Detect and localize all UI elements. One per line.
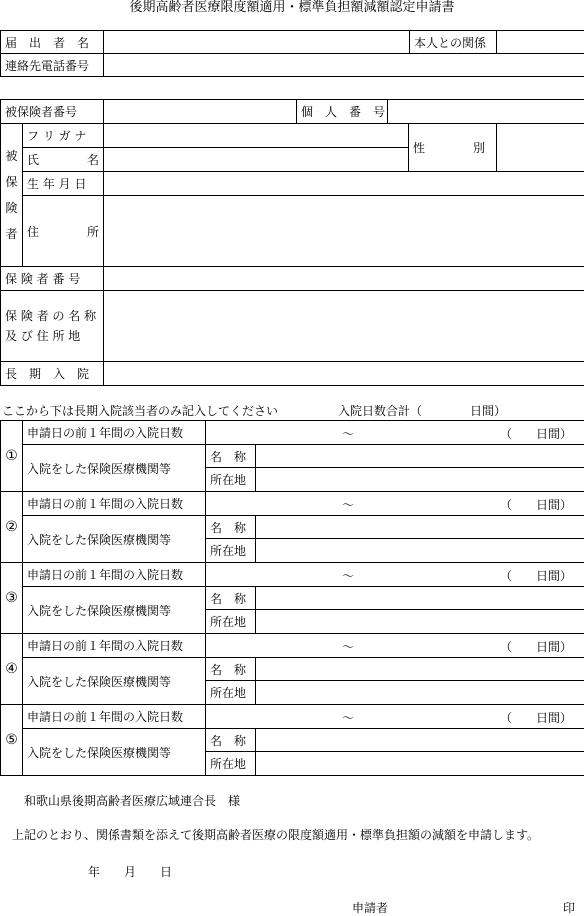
institution-name-label: 名 称 bbox=[206, 587, 256, 610]
relation-field[interactable] bbox=[497, 31, 584, 54]
hospital-row bbox=[1, 705, 584, 729]
institution-name-field[interactable] bbox=[256, 445, 584, 468]
institution-location-field[interactable] bbox=[256, 681, 584, 705]
insured-table bbox=[0, 99, 584, 386]
days-unit: （ 日間） bbox=[500, 638, 572, 655]
notifier-name-label: 届 出 者 名 bbox=[1, 31, 104, 54]
days-unit: （ 日間） bbox=[500, 425, 572, 442]
institution-label: 入院をした保険医療機関等 bbox=[23, 729, 206, 776]
date-line[interactable]: 年 月 日 bbox=[88, 863, 172, 880]
address-label: 住 所 bbox=[23, 196, 104, 267]
notifier-table bbox=[0, 30, 584, 77]
days-label: 申請日の前１年間の入院日数 bbox=[23, 634, 206, 658]
institution-label: 入院をした保険医療機関等 bbox=[23, 516, 206, 563]
personal-number-label: 個 人 番 号 bbox=[297, 100, 388, 124]
tilde: ～ bbox=[342, 425, 354, 442]
relation-label: 本人との関係 bbox=[410, 31, 497, 54]
statement: 上記のとおり、関係書類を添えて後期高齢者医療の限度額適用・標準負担額の減額を申請します。 bbox=[12, 826, 539, 843]
insurer-name-label: 保 険 者 の 名 称 及 び 住 所 地 bbox=[1, 291, 104, 362]
row-number: ① bbox=[1, 421, 23, 492]
notifier-name-field[interactable] bbox=[104, 31, 410, 54]
personal-number-field[interactable] bbox=[388, 100, 584, 124]
insured-number-label: 被保険者番号 bbox=[1, 100, 104, 124]
institution-location-label: 所在地 bbox=[206, 752, 256, 776]
applicant-label: 申請者 bbox=[352, 899, 388, 916]
form-title: 後期高齢者医療限度額適用・標準負担額減額認定申請書 bbox=[0, 0, 584, 16]
institution-name-label: 名 称 bbox=[206, 729, 256, 752]
days-label: 申請日の前１年間の入院日数 bbox=[23, 563, 206, 587]
dob-label: 生 年 月 日 bbox=[23, 172, 104, 196]
institution-name-field[interactable] bbox=[256, 658, 584, 681]
institution-location-label: 所在地 bbox=[206, 610, 256, 634]
days-unit: （ 日間） bbox=[500, 709, 572, 726]
insured-group-label: 被 保 険 者 bbox=[1, 124, 23, 267]
phone-label: 連絡先電話番号 bbox=[1, 54, 104, 77]
hospital-row bbox=[1, 634, 584, 658]
days-field[interactable] bbox=[206, 492, 584, 516]
row-number: ③ bbox=[1, 563, 23, 634]
total-days-label: 入院日数合計（ 日間） bbox=[338, 402, 506, 419]
sex-field[interactable] bbox=[497, 124, 584, 172]
institution-name-field[interactable] bbox=[256, 516, 584, 539]
address-field[interactable] bbox=[104, 196, 584, 267]
name-label: 氏 名 bbox=[23, 148, 104, 172]
institution-name-label: 名 称 bbox=[206, 516, 256, 539]
seal-label: 印 bbox=[563, 899, 575, 916]
tilde: ～ bbox=[342, 496, 354, 513]
institution-label: 入院をした保険医療機関等 bbox=[23, 658, 206, 705]
days-field[interactable] bbox=[206, 705, 584, 729]
section-note: ここから下は長期入院該当者のみ記入してください bbox=[2, 402, 278, 419]
sex-label: 性 別 bbox=[409, 124, 497, 172]
tilde: ～ bbox=[342, 567, 354, 584]
name-field[interactable] bbox=[104, 148, 409, 172]
institution-label: 入院をした保険医療機関等 bbox=[23, 587, 206, 634]
days-field[interactable] bbox=[206, 421, 584, 445]
phone-field[interactable] bbox=[104, 54, 584, 77]
days-unit: （ 日間） bbox=[500, 496, 572, 513]
days-label: 申請日の前１年間の入院日数 bbox=[23, 705, 206, 729]
hospital-table bbox=[0, 420, 584, 776]
row-number: ④ bbox=[1, 634, 23, 705]
institution-location-field[interactable] bbox=[256, 539, 584, 563]
institution-location-field[interactable] bbox=[256, 610, 584, 634]
insurer-number-field[interactable] bbox=[104, 267, 584, 291]
dob-field[interactable] bbox=[104, 172, 584, 196]
institution-name-field[interactable] bbox=[256, 729, 584, 752]
institution-name-label: 名 称 bbox=[206, 445, 256, 468]
hospital-row bbox=[1, 563, 584, 587]
long-stay-field[interactable] bbox=[104, 362, 584, 386]
row-number: ② bbox=[1, 492, 23, 563]
tilde: ～ bbox=[342, 709, 354, 726]
days-unit: （ 日間） bbox=[500, 567, 572, 584]
institution-location-label: 所在地 bbox=[206, 681, 256, 705]
institution-name-label: 名 称 bbox=[206, 658, 256, 681]
institution-label: 入院をした保険医療機関等 bbox=[23, 445, 206, 492]
days-field[interactable] bbox=[206, 634, 584, 658]
furigana-label: フ リ ガ ナ bbox=[23, 124, 104, 148]
institution-name-field[interactable] bbox=[256, 587, 584, 610]
tilde: ～ bbox=[342, 638, 354, 655]
institution-location-field[interactable] bbox=[256, 752, 584, 776]
row-number: ⑤ bbox=[1, 705, 23, 776]
hospital-row bbox=[1, 492, 584, 516]
days-label: 申請日の前１年間の入院日数 bbox=[23, 492, 206, 516]
insurer-number-label: 保 険 者 番 号 bbox=[1, 267, 104, 291]
institution-location-label: 所在地 bbox=[206, 468, 256, 492]
days-field[interactable] bbox=[206, 563, 584, 587]
hospital-row bbox=[1, 421, 584, 445]
insured-number-field[interactable] bbox=[104, 100, 297, 124]
addressee: 和歌山県後期高齢者医療広域連合長 様 bbox=[24, 792, 240, 809]
insurer-name-field[interactable] bbox=[104, 291, 584, 362]
institution-location-label: 所在地 bbox=[206, 539, 256, 563]
institution-location-field[interactable] bbox=[256, 468, 584, 492]
days-label: 申請日の前１年間の入院日数 bbox=[23, 421, 206, 445]
long-stay-label: 長 期 入 院 bbox=[1, 362, 104, 386]
hospital-body bbox=[1, 421, 584, 776]
furigana-field[interactable] bbox=[104, 124, 409, 148]
